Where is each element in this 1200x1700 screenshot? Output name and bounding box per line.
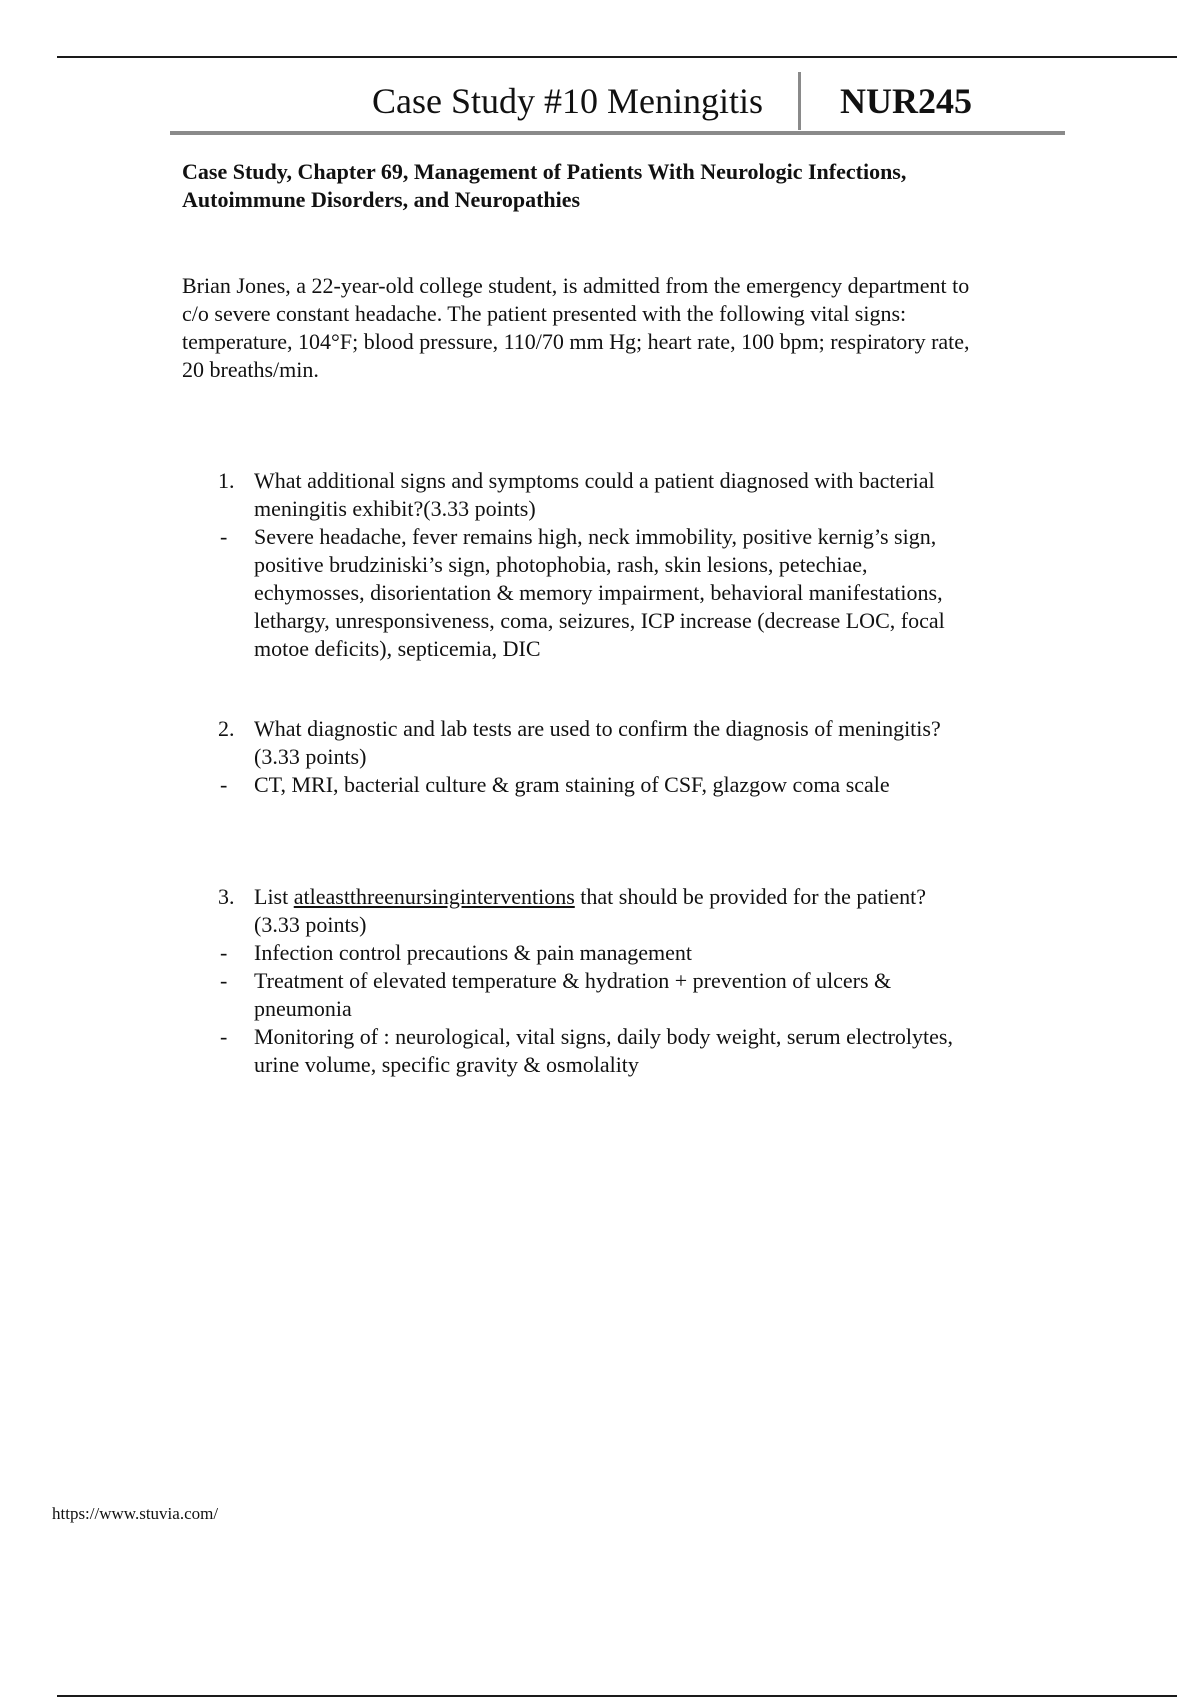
- question-text-cont: [210, 495, 1070, 523]
- footer-url-link[interactable]: https://www.stuvia.com/: [52, 1504, 219, 1523]
- answer-line: Monitoring of : neurological, vital signs, daily body weight, serum electrolytes,: [254, 1024, 953, 1049]
- question-1: [210, 467, 1070, 663]
- answer-line: Infection control precautions & pain management: [254, 940, 693, 965]
- question-line: What additional signs and symptoms could a patient diagnosed with bacterial: [254, 468, 935, 493]
- course-code: NUR245: [840, 81, 972, 121]
- dash-marker: -: [220, 940, 228, 965]
- case-intro-paragraph: [182, 272, 1062, 384]
- intro-line: c/o severe constant headache. The patient presented with the following vital signs:: [182, 301, 907, 326]
- answer-line: urine volume, specific gravity & osmolality: [254, 1052, 639, 1077]
- dash-marker: -: [220, 1024, 228, 1049]
- question-text-cont: [210, 911, 1070, 939]
- intro-line: temperature, 104°F; blood pressure, 110/70 mm Hg; heart rate, 100 bpm; respiratory rate,: [182, 329, 970, 354]
- question-text-cont: [210, 743, 1070, 771]
- header-underline: [170, 131, 1065, 135]
- question-number: 2.: [218, 716, 235, 741]
- answer-line: pneumonia: [254, 996, 352, 1021]
- header-title: Case Study #10 Meningitis: [371, 81, 763, 121]
- question-line: meningitis exhibit?(3.33 points): [254, 496, 536, 521]
- dash-marker: -: [220, 968, 228, 993]
- subtitle-line: Case Study, Chapter 69, Management of Patients With Neurologic Infections,: [182, 159, 907, 184]
- subtitle-line: Autoimmune Disorders, and Neuropathies: [182, 187, 581, 212]
- top-rule: [57, 56, 1177, 58]
- header-divider: [798, 72, 801, 130]
- chapter-subtitle: [182, 158, 1062, 214]
- question-number: 3.: [218, 884, 235, 909]
- dash-marker: -: [220, 772, 228, 797]
- question-line: (3.33 points): [254, 912, 367, 937]
- answer-line: CT, MRI, bacterial culture & gram staining of CSF, glazgow coma scale: [254, 772, 890, 797]
- answer-line: echymosses, disorientation & memory impairment, behavioral manifestations,: [254, 580, 943, 605]
- question-text: [210, 715, 1070, 743]
- answer-item: [210, 771, 1070, 799]
- answer-line: Severe headache, fever remains high, neck immobility, positive kernig’s sign,: [254, 524, 937, 549]
- dash-marker: -: [220, 524, 228, 549]
- answer-item: [210, 967, 1070, 1023]
- answer-item: [210, 523, 1070, 663]
- answer-line: lethargy, unresponsiveness, coma, seizures, ICP increase (decrease LOC, focal: [254, 608, 945, 633]
- answer-line: motoe deficits), septicemia, DIC: [254, 636, 541, 661]
- question-line: [254, 883, 1070, 911]
- question-3: [210, 883, 1070, 1079]
- bottom-rule: [57, 1695, 1177, 1697]
- question-text: [210, 883, 1070, 911]
- answer-item: [210, 1023, 1070, 1079]
- question-text: [210, 467, 1070, 495]
- question-prefix: List: [254, 884, 294, 909]
- question-number: 1.: [218, 468, 235, 493]
- document-header: [170, 70, 1065, 132]
- answer-line: positive brudziniski’s sign, photophobia, rash, skin lesions, petechiae,: [254, 552, 868, 577]
- intro-line: 20 breaths/min.: [182, 357, 319, 382]
- underlined-phrase: atleastthreenursinginterventions: [293, 884, 575, 909]
- question-suffix: that should be provided for the patient?: [574, 884, 927, 909]
- question-line: What diagnostic and lab tests are used to confirm the diagnosis of meningitis?: [254, 716, 941, 741]
- answer-item: [210, 939, 1070, 967]
- answer-line: Treatment of elevated temperature & hydration + prevention of ulcers &: [254, 968, 892, 993]
- question-2: [210, 715, 1070, 799]
- intro-line: Brian Jones, a 22-year-old college student, is admitted from the emergency department to: [182, 273, 970, 298]
- question-line: (3.33 points): [254, 744, 367, 769]
